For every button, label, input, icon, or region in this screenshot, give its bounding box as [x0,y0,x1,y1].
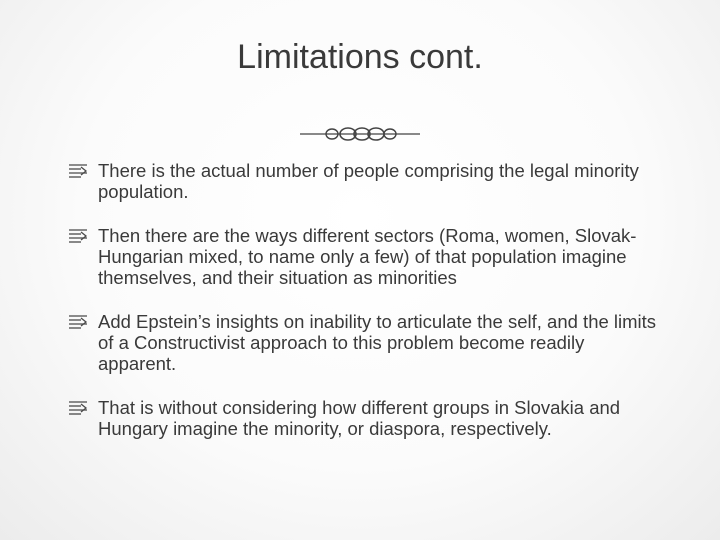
scroll-flourish-icon [296,120,424,148]
bullet-item [64,160,664,202]
bullet-text: There is the actual number of people comprising the legal minority population. [98,160,639,202]
slide-title: Limitations cont. [237,38,483,76]
bullet-item [64,225,664,288]
text-lines-icon [68,400,88,415]
bullet-list [64,160,664,462]
bullet-item [64,397,664,439]
bullet-text: Add Epstein’s insights on inability to articulate the self, and the limits of a Constructivist approach to this problem become readily apparent. [98,311,657,374]
bullet-text: Then there are the ways different sectors (Roma, women, Slovak-Hungarian mixed, to name only a few) of that population imagine themselves, and their situation as minorities [98,225,637,288]
text-lines-icon [68,228,88,243]
bullet-text: That is without considering how different groups in Slovakia and Hungary imagine the minority, or diaspora, respectively. [98,397,621,439]
text-lines-icon [68,163,88,178]
bullet-item [64,311,664,374]
text-lines-icon [68,314,88,329]
